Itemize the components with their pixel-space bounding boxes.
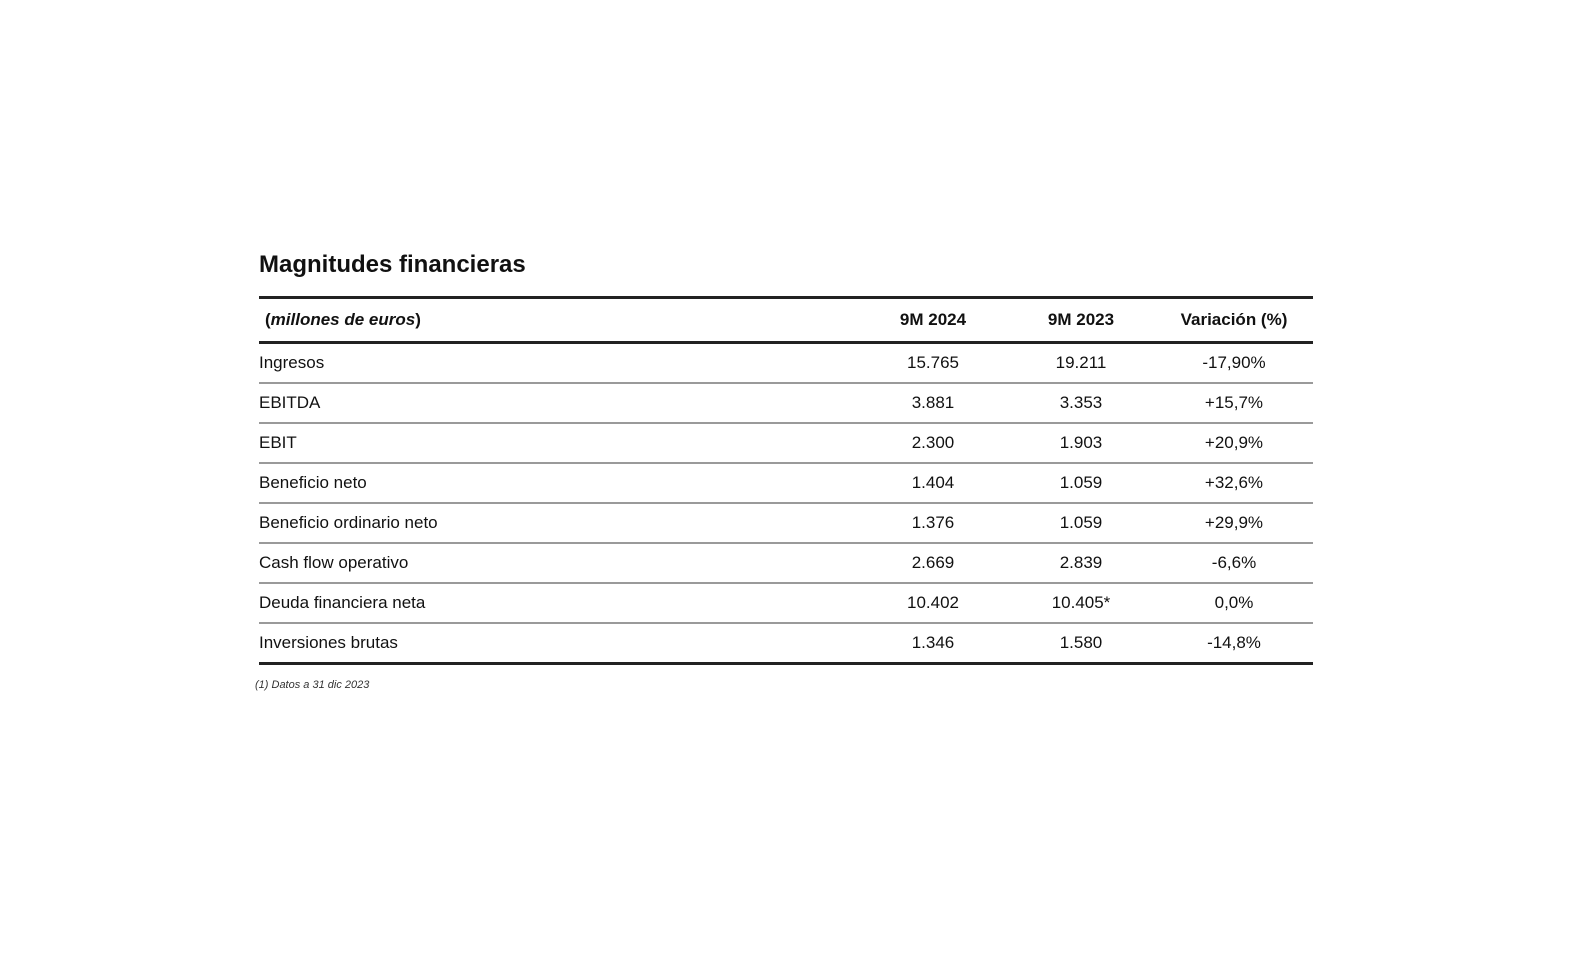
- footnote: (1) Datos a 31 dic 2023: [255, 679, 370, 691]
- table-row: [259, 583, 1313, 623]
- value-variation: +32,6%: [1204, 473, 1264, 492]
- value-9m-2023: 2.839: [1059, 553, 1103, 572]
- value-9m-2023: 1.059: [1059, 513, 1103, 532]
- table-header-row: [259, 298, 1313, 343]
- table-row: [259, 543, 1313, 583]
- unit-header: (millones de euros): [265, 310, 421, 329]
- row-label: EBIT: [259, 433, 297, 452]
- value-9m-2024: 3.881: [911, 393, 955, 412]
- table-row: [259, 423, 1313, 463]
- table-row: [259, 383, 1313, 423]
- value-9m-2024: 1.346: [911, 633, 955, 652]
- value-variation: 0,0%: [1214, 593, 1254, 612]
- row-label: Cash flow operativo: [259, 553, 409, 572]
- row-label: Deuda financiera neta: [259, 593, 426, 612]
- value-9m-2024: 1.376: [911, 513, 955, 532]
- page-title: Magnitudes financieras: [259, 251, 526, 278]
- row-label: EBITDA: [259, 393, 321, 412]
- value-9m-2023: 1.580: [1059, 633, 1103, 652]
- financial-summary: [255, 248, 1313, 691]
- value-9m-2023: 1.059: [1059, 473, 1103, 492]
- value-9m-2024: 15.765: [907, 353, 959, 372]
- value-9m-2023: 3.353: [1059, 393, 1103, 412]
- row-label: Beneficio ordinario neto: [259, 513, 438, 532]
- row-label: Beneficio neto: [259, 473, 367, 492]
- value-9m-2023: 1.903: [1059, 433, 1103, 452]
- value-9m-2024: 2.669: [911, 553, 955, 572]
- row-label: Ingresos: [259, 353, 325, 372]
- value-variation: +15,7%: [1204, 393, 1264, 412]
- table-row: [259, 623, 1313, 664]
- value-9m-2023: 10.405*: [1051, 593, 1111, 612]
- table-row: [259, 503, 1313, 543]
- value-variation: +20,9%: [1204, 433, 1264, 452]
- value-variation: -6,6%: [1211, 553, 1257, 572]
- value-variation: +29,9%: [1204, 513, 1264, 532]
- value-9m-2024: 1.404: [911, 473, 955, 492]
- column-header-9m-2023: 9M 2023: [1047, 310, 1115, 329]
- unit-label: millones de euros: [270, 310, 416, 329]
- financial-table: [259, 296, 1313, 665]
- value-9m-2024: 10.402: [907, 593, 959, 612]
- table-row: [259, 463, 1313, 503]
- value-9m-2024: 2.300: [911, 433, 955, 452]
- value-9m-2023: 19.211: [1055, 353, 1107, 372]
- row-label: Inversiones brutas: [259, 633, 398, 652]
- table-row: [259, 343, 1313, 384]
- value-variation: -17,90%: [1202, 353, 1266, 372]
- column-header-9m-2024: 9M 2024: [899, 310, 967, 329]
- value-variation: -14,8%: [1207, 633, 1261, 652]
- column-header-variation: Variación (%): [1180, 310, 1288, 329]
